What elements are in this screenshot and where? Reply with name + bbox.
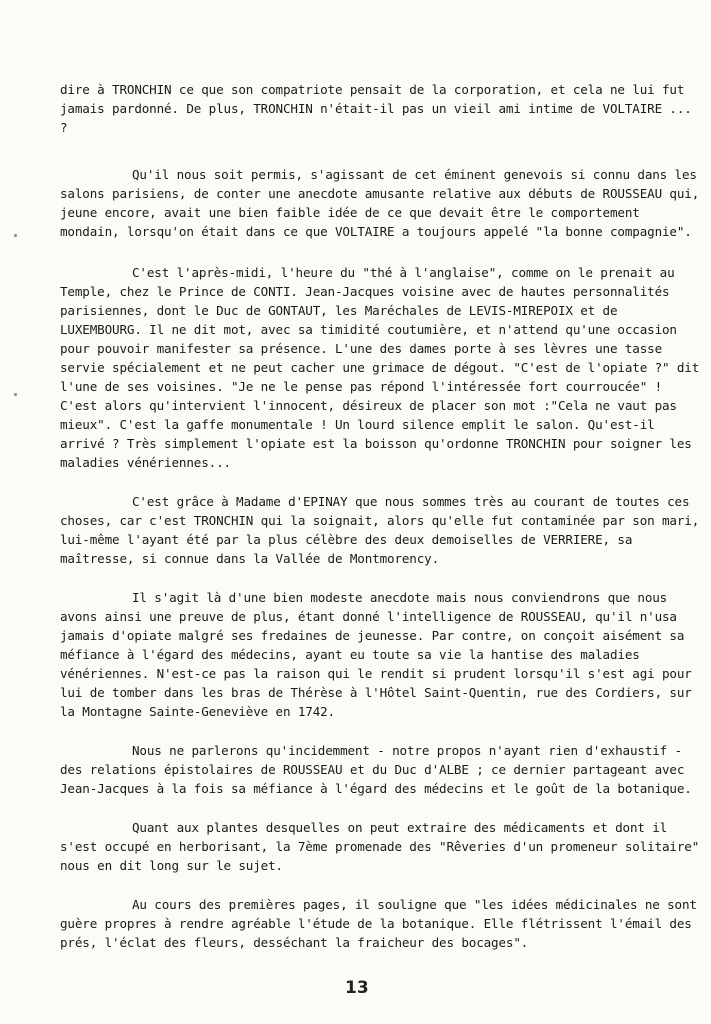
paragraph-8: Au cours des premières pages, il souligne que "les idées médicinales ne sont guère propres à rendre agréable l'étude de la botanique. Elle flétrissent l'émail des prés, l'éclat des fleurs, desséchant la fraicheur des bocages". (60, 897, 697, 950)
body-text (60, 80, 705, 970)
paper-speck (14, 393, 17, 396)
paragraph-1: dire à TRONCHIN ce que son compatriote pensait de la corporation, et cela ne lui fut jamais pardonné. De plus, TRONCHIN n'était-il pas un vieil ami intime de VOLTAIRE ... ? (60, 82, 692, 135)
page-number: 13 (345, 978, 369, 998)
paper-speck (14, 234, 17, 237)
paragraph-4: C'est grâce à Madame d'EPINAY que nous sommes très au courant de toutes ces choses, car c'est TRONCHIN qui la soignait, alors qu'elle fut contaminée par son mari, lui-même l'ayant été par la plus célèbre des deux demoiselles de VERRIERE, sa maîtresse, si connue dans la Vallée de Montmorency. (60, 494, 700, 566)
paragraph-7: Quant aux plantes desquelles on peut extraire des médicaments et dont il s'est occupé en herborisant, la 7ème promenade des "Rêveries d'un promeneur solitaire" nous en dit long sur le sujet. (60, 820, 700, 873)
paragraph-2: Qu'il nous soit permis, s'agissant de cet éminent genevois si connu dans les salons parisiens, de conter une anecdote amusante relative aux débuts de ROUSSEAU qui, jeune encore, avait une bien faible idée de ce que devait être le comportement mondain, lorsqu'on était dans ce que VOLTAIRE a toujours appelé "la bonne compagnie". (60, 167, 700, 239)
paragraph-6: Nous ne parlerons qu'incidemment - notre propos n'ayant rien d'exhaustif - des relations épistolaires de ROUSSEAU et du Duc d'ALBE ; ce dernier partageant avec Jean-Jacques à la fois sa méfiance à l'égard des médecins et le goût de la botanique. (60, 743, 692, 796)
paragraph-3: C'est l'après-midi, l'heure du "thé à l'anglaise", comme on le prenait au Temple, chez le Prince de CONTI. Jean-Jacques voisine avec de hautes personnalités parisiennes, dont le Duc de GONTAUT, les Maréchales de LEVIS-MIREPOIX et de LUXEMBOURG. Il ne dit mot, avec sa timidité coutumière, et n'attend qu'une occasion pour pouvoir manifester sa présence. L'une des dames porte à ses lèvres une tasse servie spécialement et ne peut cacher une grimace de dégout. "C'est de l'opiate ?" dit l'une de ses voisines. "Je ne le pense pas répond l'intéressée fort courroucée" ! C'est alors qu'intervient l'innocent, désireux de placer son mot :"Cela ne vaut pas mieux". C'est la gaffe monumentale ! Un lourd silence emplit le salon. Qu'est-il arrivé ? Très simplement l'opiate est la boisson qu'ordonne TRONCHIN pour soigner les maladies vénériennes... (60, 265, 700, 470)
paragraph-5: Il s'agit là d'une bien modeste anecdote mais nous conviendrons que nous avons ainsi une preuve de plus, étant donné l'intelligence de ROUSSEAU, qu'il n'usa jamais d'opiate malgré ses fredaines de jeunesse. Par contre, on conçoit aisément sa méfiance à l'égard des médecins, ayant eu toute sa vie la hantise des maladies vénériennes. N'est-ce pas la raison qui le rendit si prudent lorsqu'il s'est agi pour lui de tomber dans les bras de Thérèse à l'Hôtel Saint-Quentin, rue des Cordiers, sur la Montagne Sainte-Geneviève en 1742. (60, 590, 692, 719)
